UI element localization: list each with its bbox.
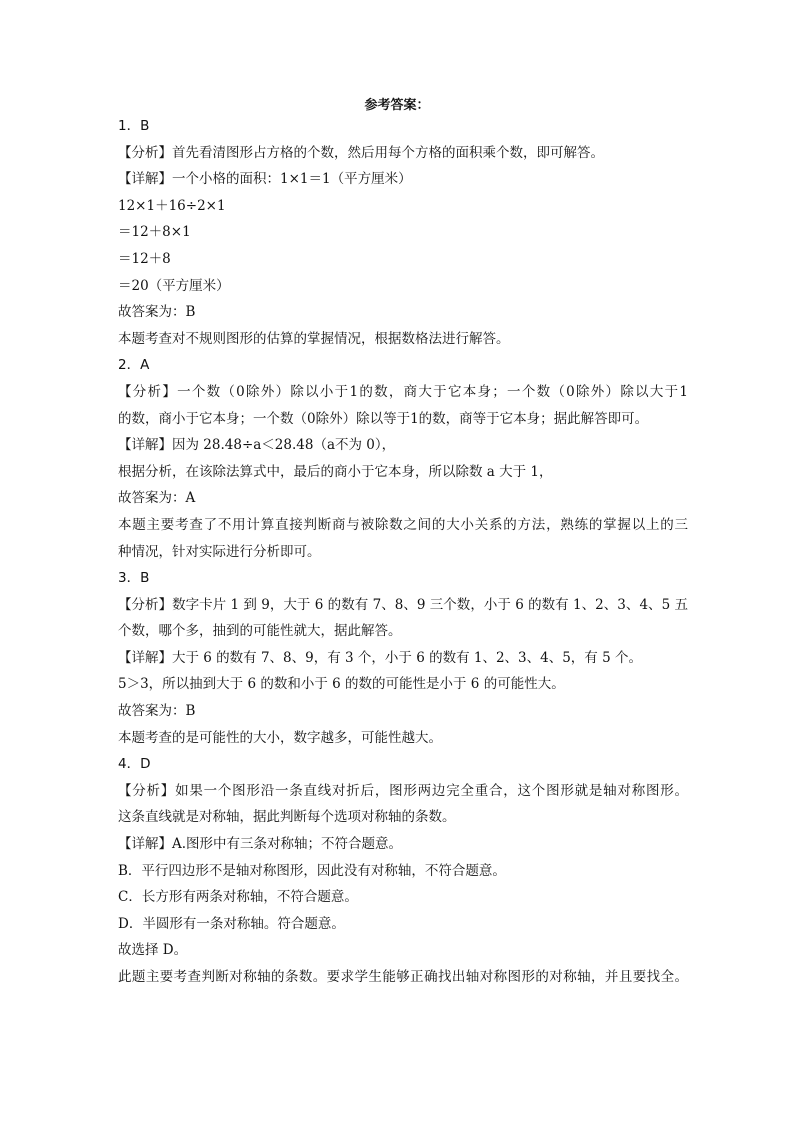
calculation-line: ＝12＋8×1: [118, 224, 191, 241]
detail-text: C．长方形有两条对称轴，不符合题意。: [118, 889, 358, 906]
detail-text: 【详解】一个小格的面积：1×1＝1（平方厘米）: [118, 171, 412, 188]
analysis-text: 的数，商小于它本身；一个数（0除外）除以等于1的数，商等于它本身；据此解答即可。: [118, 410, 649, 427]
question-number: 3．B: [118, 570, 150, 587]
detail-text: 根据分析，在该除法算式中，最后的商小于它本身，所以除数 a 大于 1，: [118, 463, 553, 480]
detail-text: B．平行四边形不是轴对称图形，因此没有对称轴，不符合题意。: [118, 862, 506, 879]
page-title: 参考答案：: [364, 98, 430, 113]
analysis-text: 【分析】一个数（0除外）除以小于1的数，商大于它本身；一个数（0除外）除以大于1: [118, 383, 688, 400]
answer-line: 故答案为：A: [118, 490, 196, 507]
detail-text: 【详解】大于 6 的数有 7、8、9，有 3 个，小于 6 的数有 1、2、3、4、5，有 5 个。: [118, 649, 642, 666]
analysis-text: 个数，哪个多，抽到的可能性就大，据此解答。: [118, 623, 402, 640]
calculation-line: ＝20（平方厘米）: [118, 277, 230, 294]
comment-text: 种情况，针对实际进行分析即可。: [118, 543, 321, 560]
detail-text: 【详解】因为 28.48÷a＜28.48（a不为 0），: [118, 437, 396, 454]
analysis-text: 【分析】如果一个图形沿一条直线对折后，图形两边完全重合，这个图形就是轴对称图形。: [118, 782, 688, 799]
question-number: 2．A: [118, 357, 150, 374]
analysis-text: 【分析】数字卡片 1 到 9，大于 6 的数有 7、8、9 三个数，小于 6 的数有 1、2、3、4、5 五: [118, 596, 688, 613]
answer-line: 故答案为：B: [118, 304, 196, 321]
detail-text: 5＞3，所以抽到大于 6 的数和小于 6 的数的可能性是小于 6 的可能性大。: [118, 676, 565, 693]
answer-line: 故答案为：B: [118, 703, 196, 720]
comment-text: 本题主要考查了不用计算直接判断商与被除数之间的大小关系的方法，熟练的掌握以上的三: [118, 516, 688, 533]
calculation-line: 12×1＋16÷2×1: [118, 197, 226, 214]
detail-text: 【详解】A.图形中有三条对称轴；不符合题意。: [118, 836, 403, 853]
comment-text: 本题考查的是可能性的大小，数字越多，可能性越大。: [118, 729, 442, 746]
question-number: 4．D: [118, 756, 151, 773]
comment-text: 本题考查对不规则图形的估算的掌握情况，根据数格法进行解答。: [118, 330, 510, 347]
analysis-text: 这条直线就是对称轴，据此判断每个选项对称轴的条数。: [118, 809, 456, 826]
answer-line: 故选择 D。: [118, 942, 188, 959]
comment-text: 此题主要考查判断对称轴的条数。要求学生能够正确找出轴对称图形的对称轴，并且要找全。: [118, 969, 688, 985]
calculation-line: ＝12＋8: [118, 250, 171, 267]
question-number: 1．B: [118, 118, 150, 134]
analysis-text: 【分析】首先看清图形占方格的个数，然后用每个方格的面积乘个数，即可解答。: [118, 144, 604, 161]
answer-content: [118, 113, 688, 991]
detail-text: D．半圆形有一条对称轴。符合题意。: [118, 915, 345, 932]
